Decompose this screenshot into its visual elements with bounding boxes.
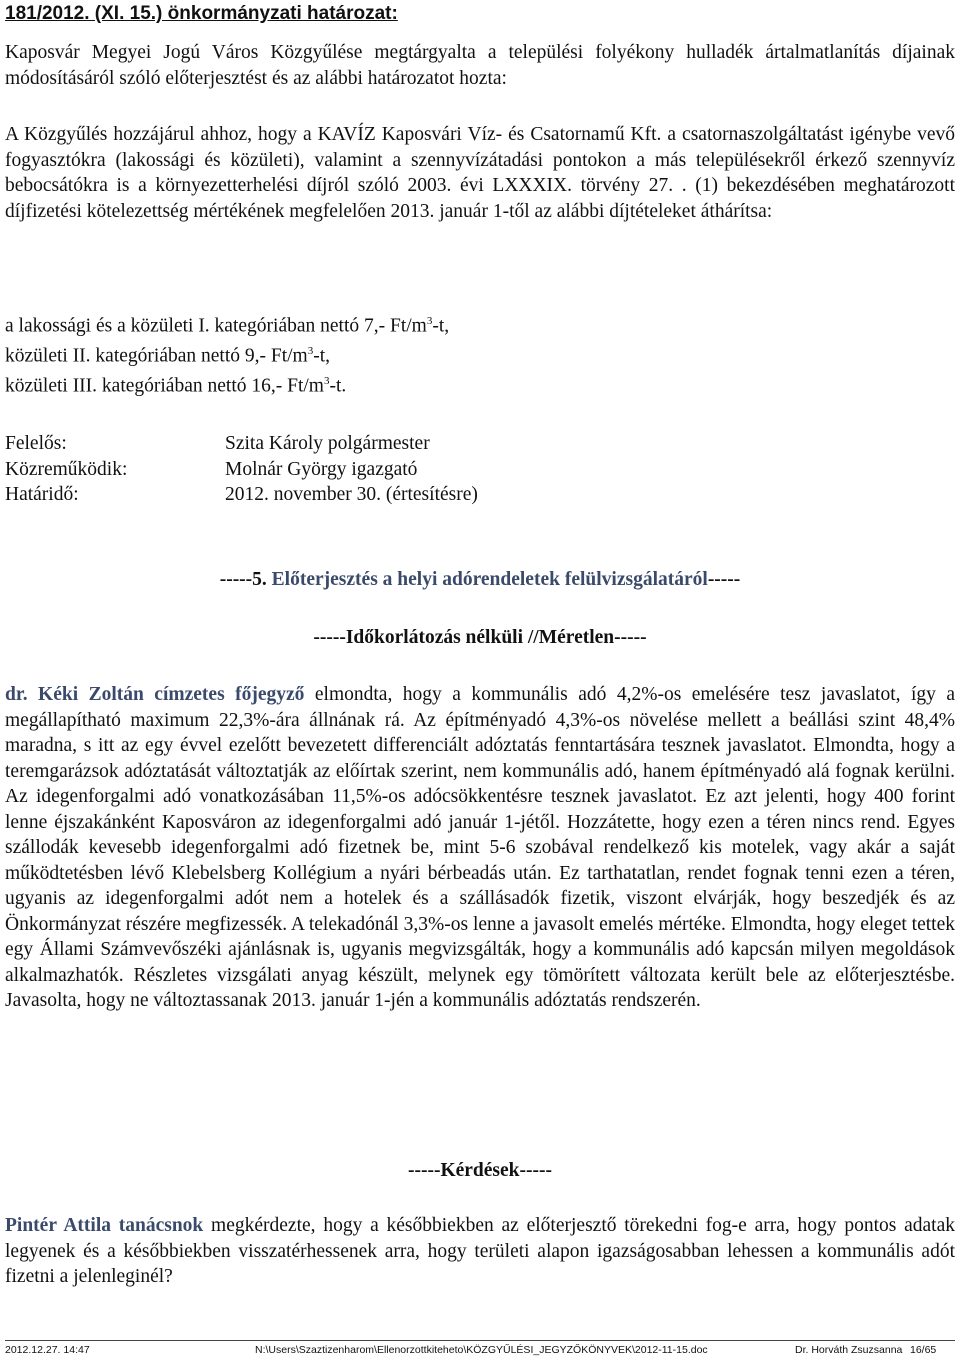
role-label: Felelős: bbox=[5, 433, 67, 454]
rate-line-2: közületi II. kategóriában nettó 9,- $Ft/m^3-t$, bbox=[5, 345, 331, 367]
resolution-paragraph: A Közgyűlés hozzájárul ahhoz, hogy a KAVÍZ Kaposvári Víz- és Csatornamű Kft. a csatornaszolgáltatást igénybe vevő fogyasztókra (lakossági és közületi), valamint a szennyvízátadási pontokon a más településekről érkező szennyvíz bebocsátókra is a környezetterhelési díjról szóló 2003. évi LXXXIX. törvény 27. . (1) bekezdésében meghatározott díjfizetési kötelezettség mértékének megfelelően 2013. január 1-től az alábbi díjtételeket áthárítsa: bbox=[5, 124, 955, 222]
role-value: Molnár György igazgató bbox=[225, 458, 418, 480]
resolution-heading: 181/2012. (XI. 15.) önkormányzati határozat: bbox=[5, 3, 398, 24]
section-note: -----Időkorlátozás nélküli //Méretlen----- bbox=[313, 627, 647, 648]
footer-date: 2012.12.27. 14:47 bbox=[5, 1344, 90, 1356]
role-label: Határidő: bbox=[5, 484, 79, 505]
role-row-contributor bbox=[5, 457, 478, 483]
role-value: 2012. november 30. (értesítésre) bbox=[225, 484, 478, 505]
footer-path: N:\Users\Szaztizenharom\Ellenorzottkiteheto\KÖZGYŰLÉSI_JEGYZŐKÖNYVEK\2012-11-15.doc bbox=[255, 1344, 708, 1356]
rate-line-1: a lakossági és a közületi I. kategóriában nettó 7,- $Ft/m^3-t$, bbox=[5, 315, 450, 337]
speech-pinter: Pintér Attila tanácsnok megkérdezte, hogy a későbbiekben az előterjesztő törekedni fog-e arra, hogy pontos adatak legyenek és a későbbiekben visszatérhessenek arra, hogy területi alapon igazságosabban lehessen a kommunális adót fizetni a jelenleginél? bbox=[5, 1215, 955, 1287]
footer-author: Dr. Horváth Zsuzsanna bbox=[795, 1344, 903, 1356]
role-value: Szita Károly polgármester bbox=[225, 433, 430, 454]
role-row-responsible bbox=[5, 431, 478, 457]
rate-line-3: közületi III. kategóriában nettó 16,- $Ft/m^3-t$. bbox=[5, 375, 347, 397]
intro-paragraph: Kaposvár Megyei Jogú Város Közgyűlése megtárgyalta a települési folyékony hulladék ártalmatlanítás díjainak módosításáról szóló előterjesztést és az alábbi határozatot hozta: bbox=[5, 42, 955, 89]
responsibility-table bbox=[5, 431, 478, 508]
role-row-deadline bbox=[5, 482, 478, 508]
rates-list bbox=[5, 309, 449, 399]
speaker-name: Kéki Zoltán címzetes főjegyző bbox=[38, 684, 305, 705]
section-title: -----5. Előterjesztés a helyi adórendeletek felülvizsgálatáról----- bbox=[219, 569, 741, 590]
footer-page-number: 16/65 bbox=[910, 1344, 937, 1356]
questions-title: -----Kérdések----- bbox=[407, 1160, 552, 1181]
speech-keki: dr. Kéki Zoltán címzetes főjegyző elmondta, hogy a kommunális adó 4,2%-os emelésére tesz javaslatot, így a megállapítható maximum 22,3%-ára állnának rá. Az építményadó 4,3%-os növelése mellett a beállási szint 48,4% maradna, s itt az egy évvel ezelőtt bevezetett differenciált adóztatás fenntartására tesznek javaslatot. Elmondta, hogy a teremgarázsok adóztatását változtatják az előírtak szerint, nem kommunális adó, hanem építményadó alá fognak kerülni. Az idegenforgalmi adó vonatkozásában 11,5%-os adócsökkentésre tesznek javaslatot. Ez azt jelenti, hogy 400 forint lenne éjszakánként Kaposváron az idegenforgalmi adó január 1-jétől. Hozzátette, hogy ezen a téren nincs rend. Egyes szállodák kevesebb idegenforgalmi adó fizetnek be, mint 5-6 szobával rendelkező kis motelek, vagy akár a saját működtetésben lévő Klebelsberg Kollégium a nyári bérbeadás után. Ez tarthatatlan, rendet fognak tenni ezen a téren, ugyanis az idegenforgalmi adót nem a hotelek és a szállásadók fizetik, viszont elvárják, hogy beszedjék és az Önkormányzat részére megfizessék. A telekadónál 3,3%-os lenne a javasolt emelés mértéke. Elmondta, hogy eleget tettek egy Állami Számvevőszéki ajánlásnak is, ugyanis megvizsgálták, hogy a kommunális adó kapcsán milyen megoldások alkalmazhatók. Részletes vizsgálati anyag készült, melynek egy tömörített változata került bele az előterjesztésbe. Javasolta, hogy ne változtassanak 2013. január 1-jén a kommunális adóztatás rendszerén. bbox=[5, 684, 956, 1011]
page-footer bbox=[5, 1340, 955, 1356]
section-title-text: Előterjesztés a helyi adórendeletek felülvizsgálatáról bbox=[271, 569, 708, 590]
role-label: Közreműködik: bbox=[5, 458, 128, 480]
speaker-name: Pintér Attila tanácsnok bbox=[5, 1215, 204, 1236]
